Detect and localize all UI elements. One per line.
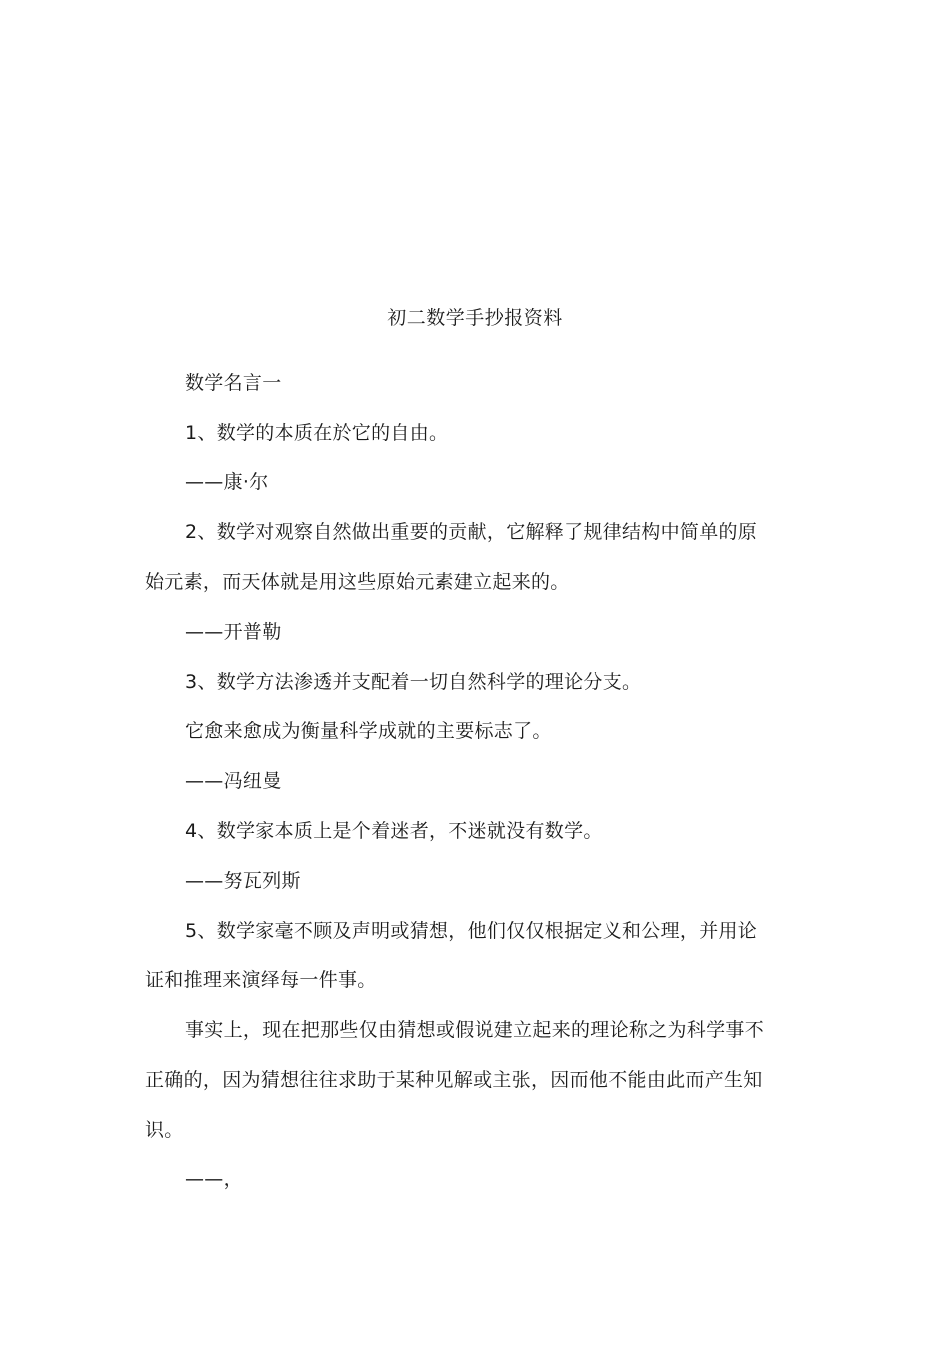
quote-5-text-line-1: 5、数学家毫不顾及声明或猜想，他们仅仅根据定义和公理，并用论: [185, 920, 758, 942]
quote-5-text-line-3: 事实上，现在把那些仅由猜想或假说建立起来的理论称之为科学事不: [185, 1019, 765, 1041]
document-title: 初二数学手抄报资料: [387, 307, 563, 329]
quote-3-author: ——冯纽曼: [185, 770, 282, 792]
quote-1-author: ——康·尔: [185, 471, 269, 493]
quote-3-text-line-1: 3、数学方法渗透并支配着一切自然科学的理论分支。: [185, 671, 642, 693]
quote-3-text-line-2: 它愈来愈成为衡量科学成就的主要标志了。: [185, 720, 552, 742]
quote-5-text-line-5: 识。: [145, 1119, 184, 1141]
quote-5-text-line-4: 正确的，因为猜想往往求助于某种见解或主张，因而他不能由此而产生知: [145, 1069, 763, 1091]
section-heading: 数学名言一: [185, 372, 282, 394]
quote-2-text-line-2: 始元素，而天体就是用这些原始元素建立起来的。: [145, 571, 570, 593]
quote-2-author: ——开普勒: [185, 621, 282, 643]
quote-2-text-line-1: 2、数学对观察自然做出重要的贡献，它解释了规律结构中简单的原: [185, 521, 758, 543]
quote-4-author: ——努瓦列斯: [185, 870, 301, 892]
quote-5-text-line-2: 证和推理来演绎每一件事。: [145, 969, 377, 991]
quote-4-text: 4、数学家本质上是个着迷者，不迷就没有数学。: [185, 820, 603, 842]
quote-1-text: 1、数学的本质在於它的自由。: [185, 422, 449, 444]
quote-5-author: ——，: [185, 1168, 243, 1190]
